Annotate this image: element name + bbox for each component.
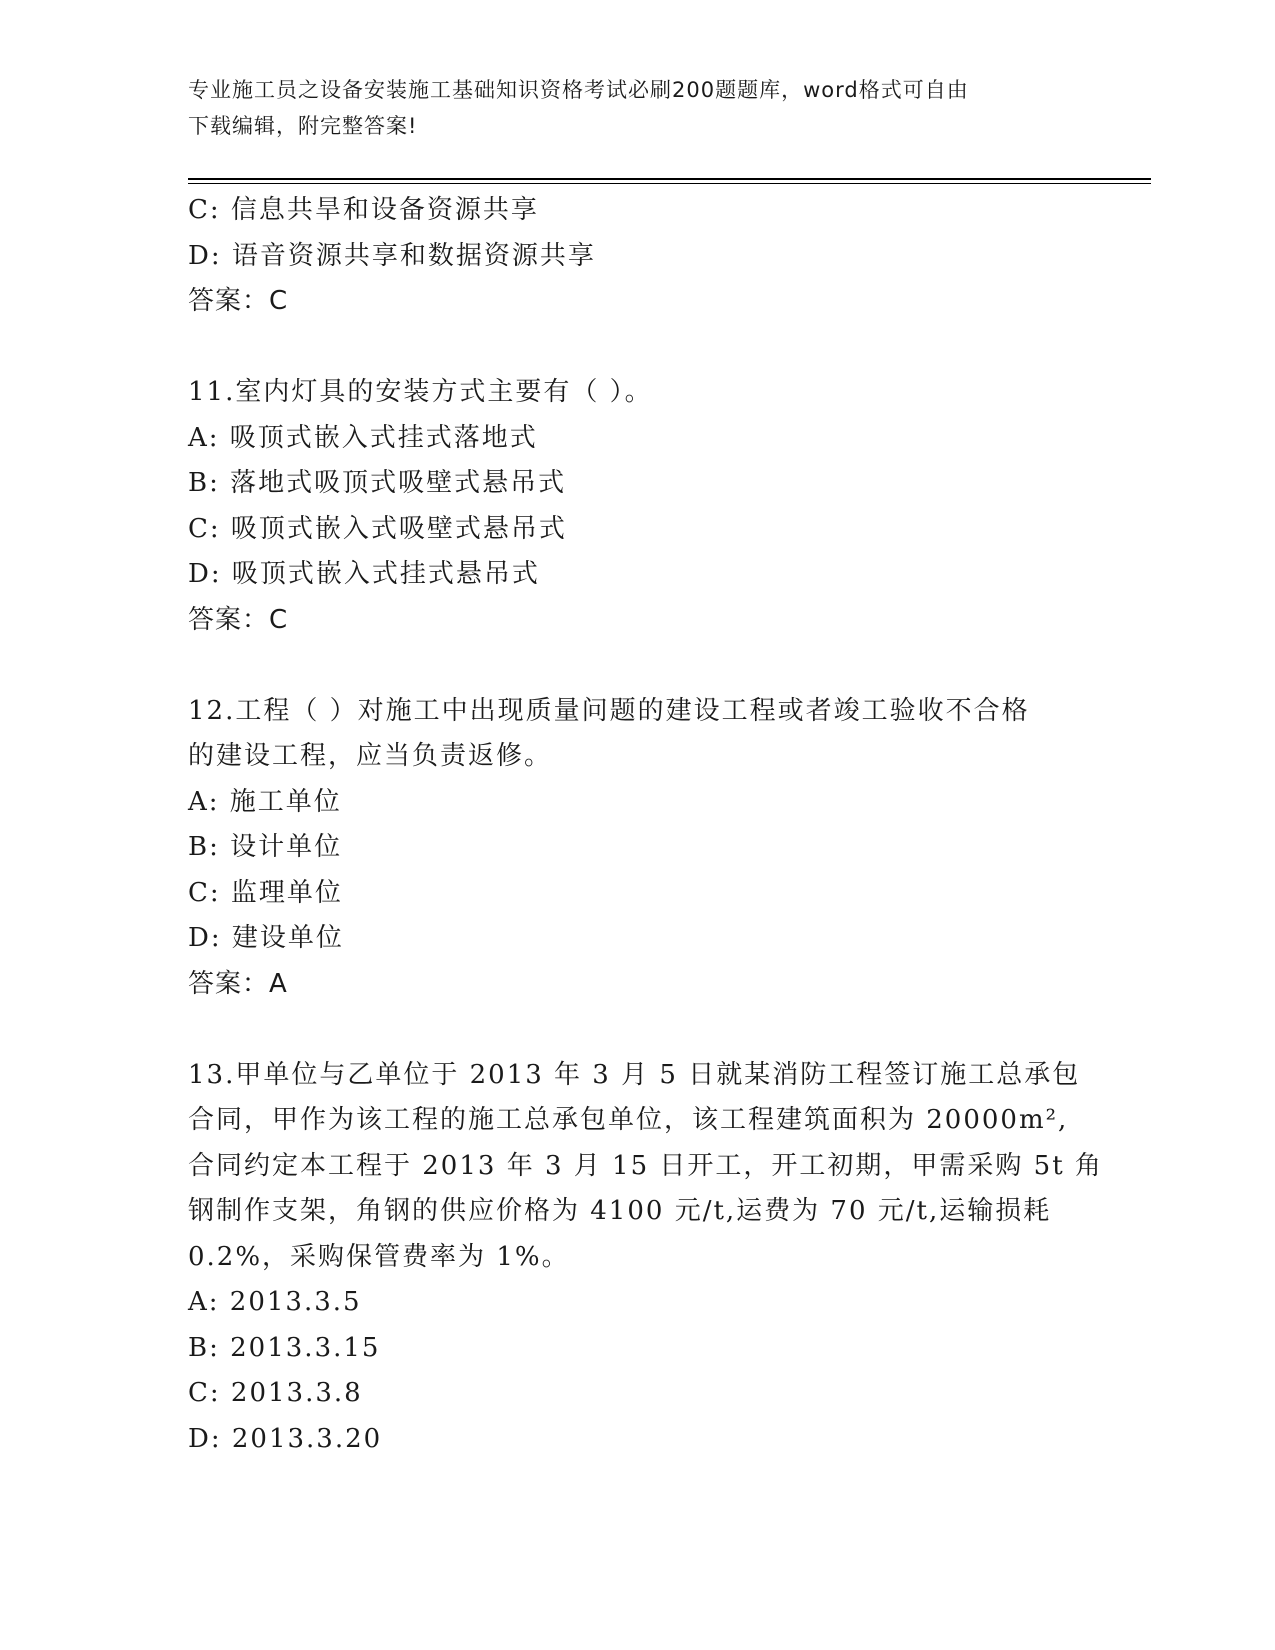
question-text-line-3: 合同约定本工程于 2013 年 3 月 15 日开工，开工初期，甲需采购 5t 角 (188, 1150, 1103, 1181)
header-divider-thick (188, 178, 1151, 180)
spacer (188, 643, 1088, 689)
spacer (188, 1007, 1088, 1053)
option-b: B: 2013.3.15 (188, 1332, 381, 1363)
question-text-line-5: 0.2%，采购保管费率为 1%。 (188, 1241, 570, 1272)
question-13-block (188, 1053, 1103, 1463)
question-list (188, 188, 1103, 1462)
document-header (188, 72, 1088, 144)
question-text-line-2: 的建设工程，应当负责返修。 (188, 741, 553, 771)
option-c: C: 信息共旱和设备资源共享 (188, 195, 539, 225)
answer-line: 答案：C (188, 604, 289, 635)
option-b: B: 落地式吸顶式吸壁式悬吊式 (188, 468, 567, 498)
question-10-block (188, 188, 1088, 325)
question-text: 11.室内灯具的安装方式主要有（ ）。 (188, 377, 653, 407)
answer-line: 答案：A (188, 968, 288, 999)
option-b: B: 设计单位 (188, 832, 343, 862)
header-divider-thin (188, 183, 1151, 184)
question-text-line-2: 合同，甲作为该工程的施工总承包单位，该工程建筑面积为 20000m², (188, 1105, 1069, 1135)
option-a: A: 吸顶式嵌入式挂式落地式 (188, 422, 538, 453)
option-d: D: 建设单位 (188, 923, 344, 953)
option-a: A: 施工单位 (188, 786, 342, 817)
spacer (188, 325, 1088, 371)
option-d: D: 吸顶式嵌入式挂式悬吊式 (188, 559, 540, 589)
question-text-line-1: 12.工程（ ）对施工中出现质量问题的建设工程或者竣工验收不合格 (188, 695, 1030, 726)
option-d: D: 语音资源共享和数据资源共享 (188, 240, 596, 271)
question-11-block (188, 370, 1088, 643)
question-text-line-1: 13.甲单位与乙单位于 2013 年 3 月 5 日就某消防工程签订施工总承包 (188, 1059, 1081, 1090)
question-12-block (188, 689, 1088, 1008)
option-c: C: 2013.3.8 (188, 1378, 363, 1408)
option-c: C: 吸顶式嵌入式吸壁式悬吊式 (188, 513, 567, 544)
question-text-line-4: 钢制作支架，角钢的供应价格为 4100 元/t,运费为 70 元/t,运输损耗 (188, 1196, 1052, 1226)
option-d: D: 2013.3.20 (188, 1423, 383, 1454)
option-a: A: 2013.3.5 (188, 1287, 362, 1317)
header-title-line-1: 专业施工员之设备安装施工基础知识资格考试必刷200题题库，word格式可自由 (188, 78, 969, 102)
option-c: C: 监理单位 (188, 877, 343, 908)
answer-line: 答案：C (188, 286, 289, 316)
header-title-line-2: 下载编辑，附完整答案! (188, 114, 418, 138)
